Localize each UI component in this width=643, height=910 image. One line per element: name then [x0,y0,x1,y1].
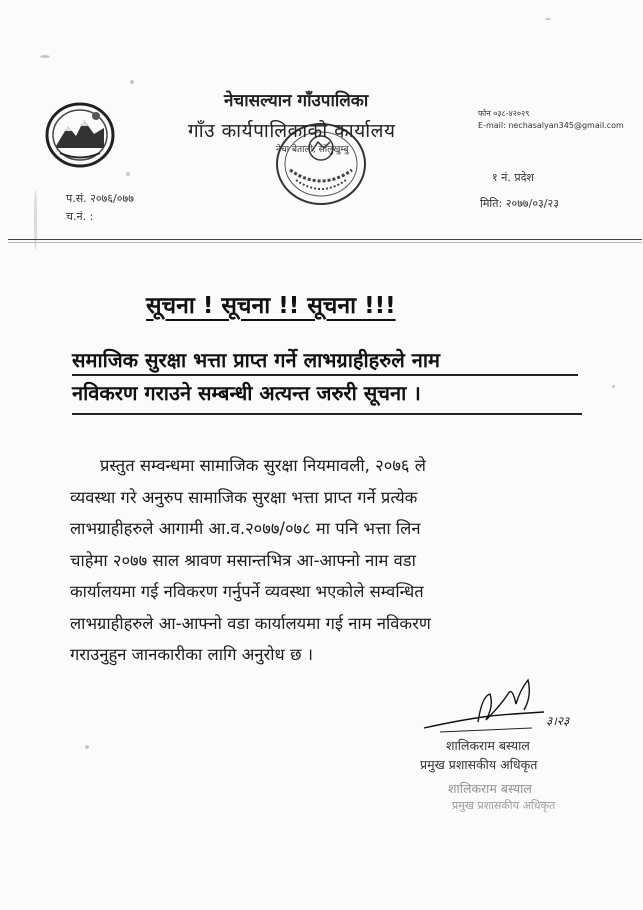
office-address: नेचा बेताली, सोलुखुम्बु [276,145,349,155]
title-stamp: प्रमुख प्रशासकीय अधिकृत [452,799,556,812]
subject-underline [72,413,582,415]
header-divider [8,239,642,240]
notice-body [70,450,600,671]
municipality-emblem-icon [42,98,118,172]
body-line: चाहेमा २०७७ साल श्रावण मसान्तभित्र आ-आफ्नो नाम वडा [70,550,416,570]
scan-speck [612,385,615,388]
reference-block [66,190,134,226]
name-stamp: शालिकराम बस्याल [448,781,532,796]
contact-email: E-mail: nechasalyan345@gmail.com [478,121,624,130]
notice-title: सूचना ! सूचना !! सूचना !!! [146,293,396,319]
reference-number: प.सं. २०७६/०७७ [66,192,134,205]
handwritten-signature [420,676,550,740]
office-name: गाँउ कार्यपालिकाको कार्यालय [188,120,396,142]
subject-line-1: समाजिक सुरक्षा भत्ता प्राप्त गर्ने लाभग्राहीहरुले नाम [72,348,441,372]
scan-speck [85,745,89,749]
scan-speck [40,55,50,58]
dispatch-number: च.नं. : [66,210,94,223]
province-label: १ नं. प्रदेश [492,171,534,184]
body-line: व्यवस्था गरे अनुरुप सामाजिक सुरक्षा भत्ता प्राप्त गर्ने प्रत्येक [70,487,418,507]
subject-underline [72,374,578,376]
scan-speck [130,80,134,84]
body-line: गराउनुहुन जानकारीका लागि अनुरोध छ । [70,645,314,664]
body-line: कार्यालयमा गई नविकरण गर्नुपर्ने व्यवस्था भएकोले सम्वन्धित [70,582,424,601]
body-line: लाभग्राहीहरुले आगामी आ.व.२०७७/०७८ मा पनि भत्ता लिन [70,519,421,538]
contact-block [478,108,624,132]
scan-speck [545,18,551,20]
letter-date: मिति: २०७७/०३/२३ [480,197,559,210]
body-line: प्रस्तुत सम्वन्धमा सामाजिक सुरक्षा नियमावली, २०७६ ले [100,456,426,475]
scan-speck [126,172,130,176]
signatory-title: प्रमुख प्रशासकीय अधिकृत [420,757,538,772]
notice-subject [72,344,582,410]
body-line: लाभग्राहीहरुले आ-आफ्नो वडा कार्यालयमा गई नाम नविकरण [70,613,431,633]
signature-date: ३।२३ [546,714,570,728]
header-divider-shadow [8,242,642,243]
subject-line-2: नविकरण गराउने सम्बन्धी अत्यन्त जरुरी सूचना । [72,381,421,405]
signatory-name: शालिकराम बस्याल [446,738,530,753]
municipality-name: नेचासल्यान गाँउपालिका [224,91,369,111]
scan-speck [34,190,37,250]
contact-phone: फोन ०३८-४२०२९ [478,109,530,118]
